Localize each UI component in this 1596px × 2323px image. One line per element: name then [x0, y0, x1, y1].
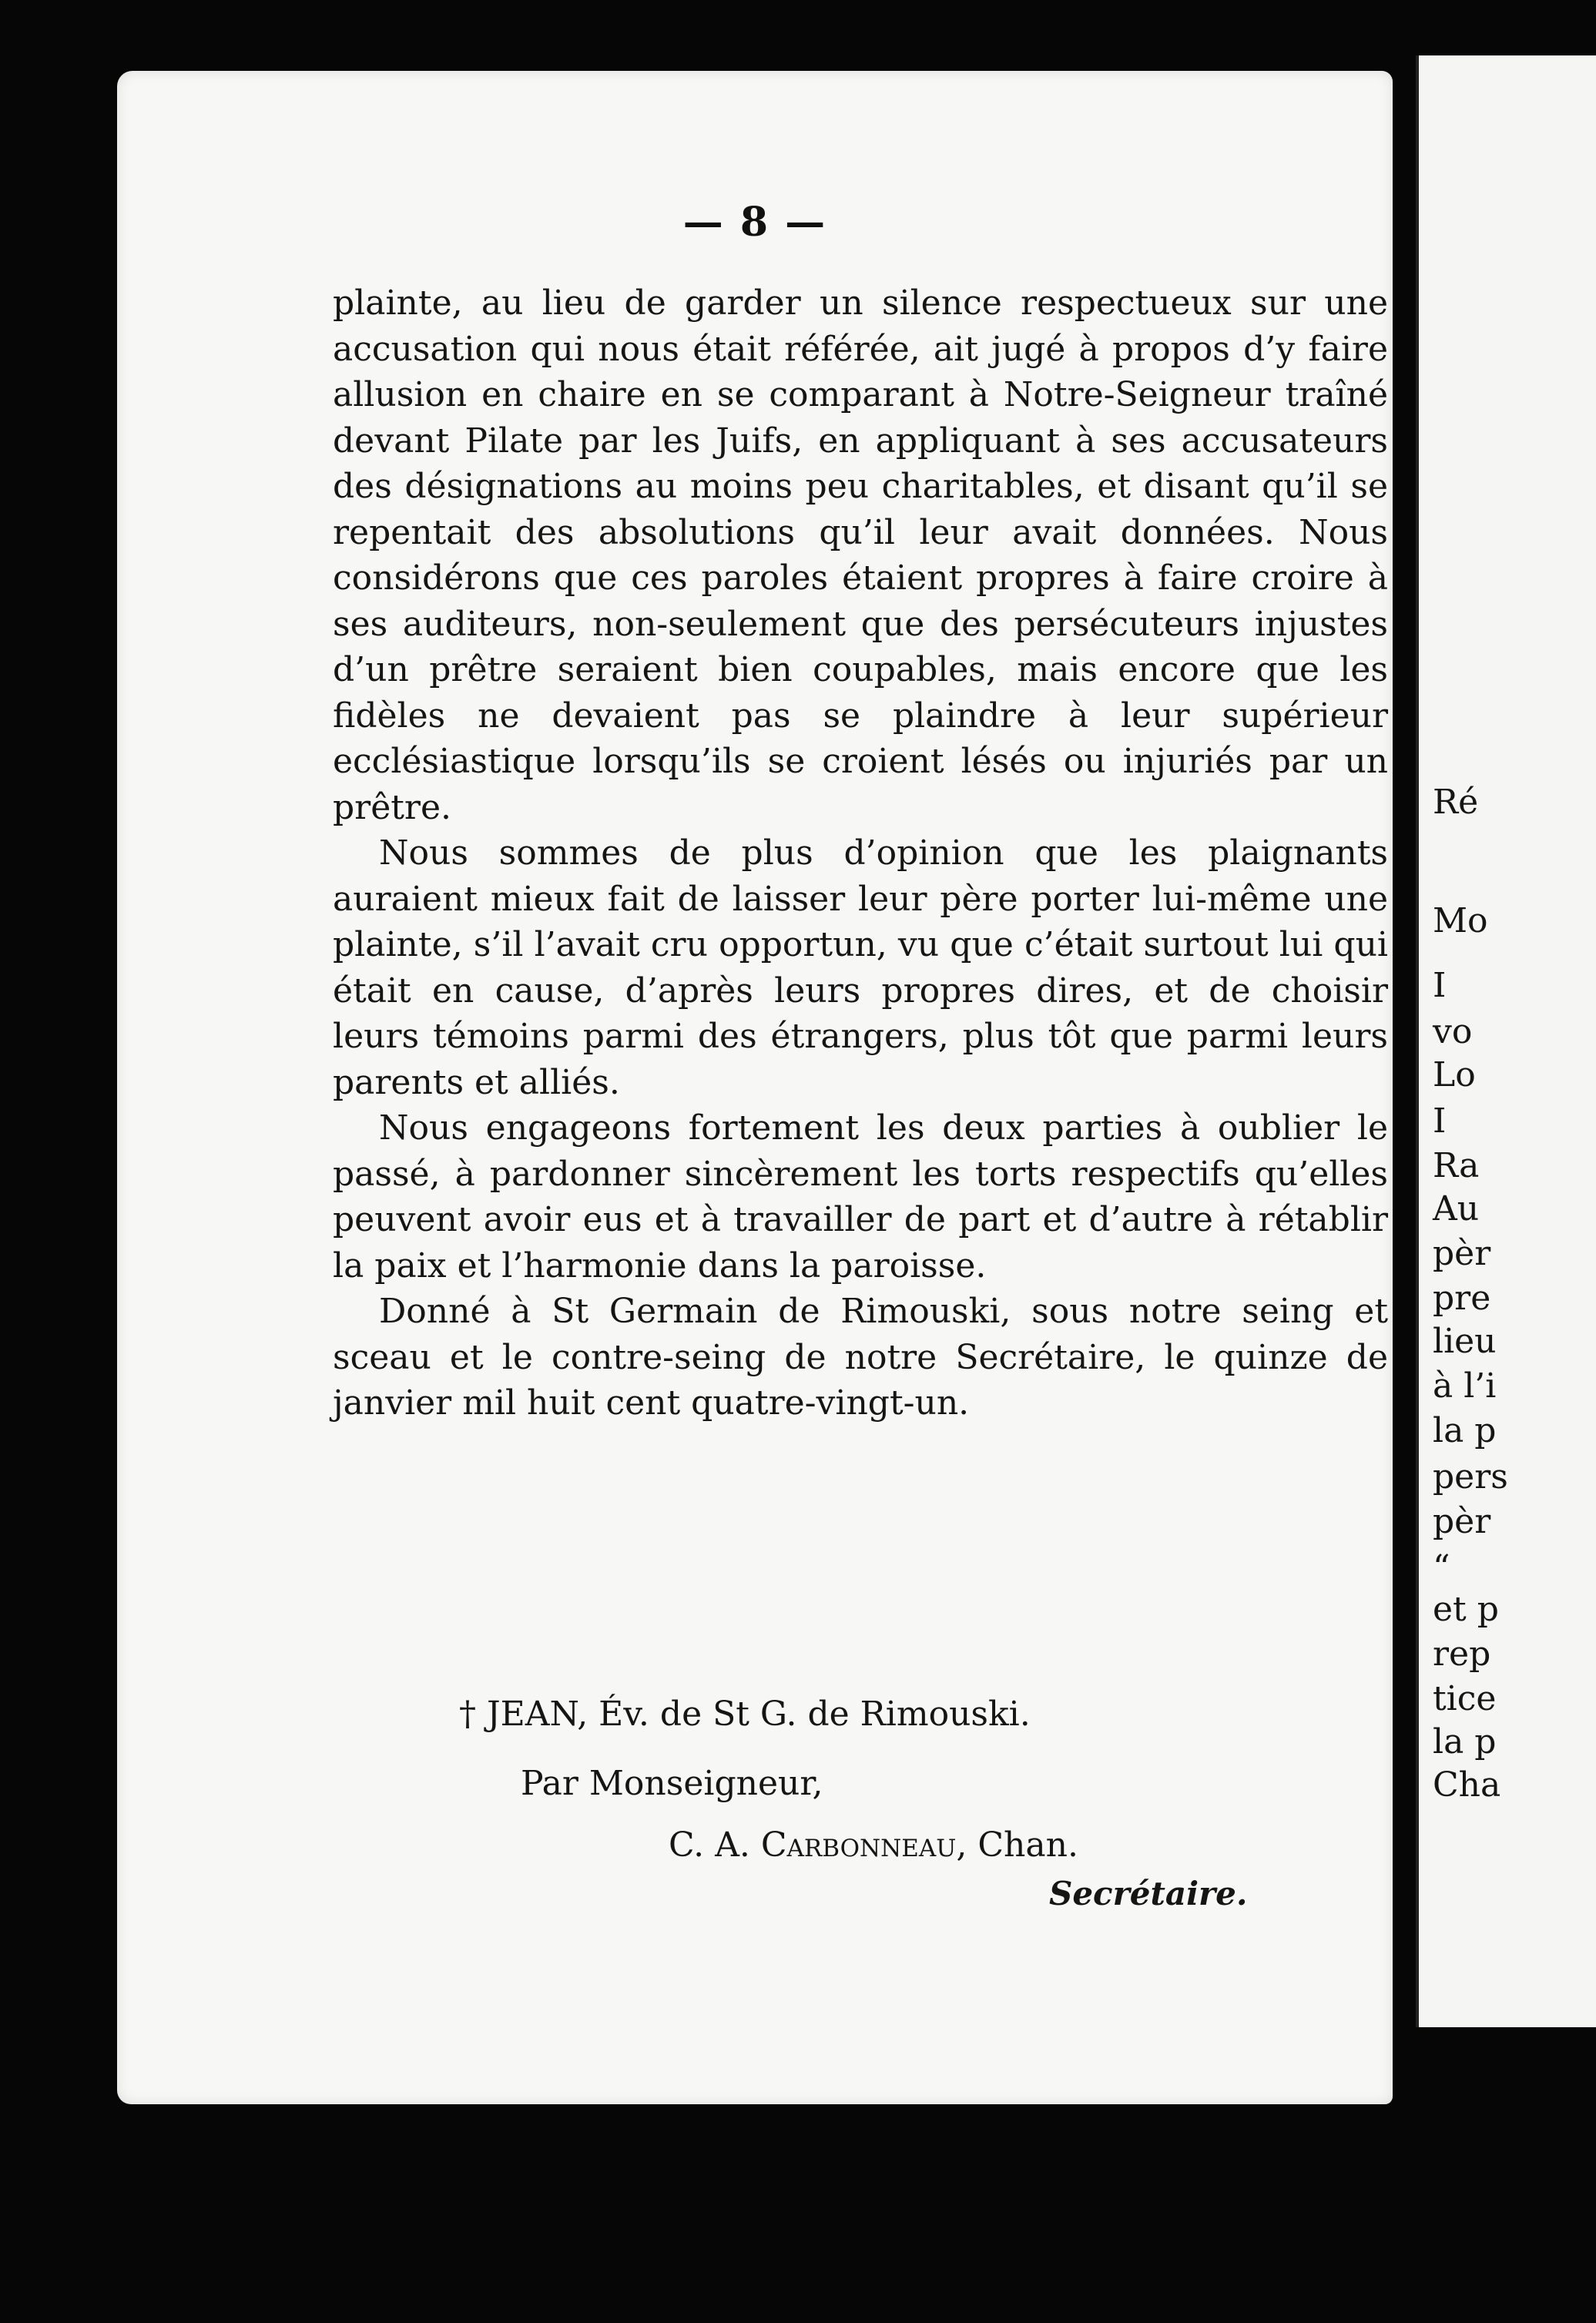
facing-page-fragment: vo	[1433, 1012, 1473, 1051]
facing-page-fragment: et p	[1433, 1590, 1499, 1629]
page-number: — 8 —	[682, 199, 827, 246]
facing-page-fragment: Ra	[1433, 1146, 1480, 1185]
paragraph-3: Nous engageons fortement les deux parties à oublier le passé, à pardonner sincèrement les torts respectifs qu’elles peuvent avoir eus et à travailler de part et d’autre à rétablir la paix et l’harmonie dans la paroisse.	[333, 1108, 1388, 1286]
facing-page-fragment: I	[1433, 966, 1447, 1005]
facing-page-fragment: Mo	[1433, 901, 1488, 940]
facing-page-fragment: pèr	[1433, 1234, 1491, 1273]
facing-page-fragment: I	[1433, 1101, 1447, 1141]
facing-page-fragment: rep	[1433, 1634, 1491, 1674]
document-page	[117, 71, 1393, 2104]
paragraph-4: Donné à St Germain de Rimouski, sous notre seing et sceau et le contre-seing de notre Secrétaire, le quinze de janvier mil huit cent quatre-vingt-un.	[333, 1292, 1388, 1423]
facing-page-fragment: la p	[1433, 1722, 1497, 1762]
facing-page-fragment: Au	[1433, 1189, 1480, 1229]
secretary-surname: Carbonneau	[760, 1825, 957, 1865]
facing-page-fragment: “	[1433, 1548, 1450, 1587]
paragraph-1: plainte, au lieu de garder un silence respectueux sur une accusation qui nous était référée, ait jugé à propos d’y faire allusion en chaire en se comparant à Notre-Seigneur traîné devant Pilate par les Juifs, en appliquant à ses accusateurs des désignations au moins peu charitables, et disant qu’il se repentait des absolutions qu’il leur avait données. Nous considérons que ces paroles étaient propres à faire croire à ses auditeurs, non-seulement que des persécuteurs injustes d’un prêtre seraient bien coupables, mais encore que les fidèles ne devaient pas se plaindre à leur supérieur ecclésiastique lorsqu’ils se croient lésés ou injuriés par un prêtre.	[333, 283, 1388, 827]
facing-page-fragment: tice	[1433, 1679, 1497, 1718]
facing-page-fragment: Cha	[1433, 1765, 1501, 1805]
body-text	[333, 280, 1388, 1426]
secretary-signature	[669, 1825, 1078, 1865]
secretary-suffix: , Chan.	[956, 1825, 1078, 1865]
facing-page-fragment: pre	[1433, 1279, 1491, 1318]
paragraph-2: Nous sommes de plus d’opinion que les plaignants auraient mieux fait de laisser leur père porter lui-même une plainte, s’il l’avait cru opportun, vu que c’était surtout lui qui était en cause, d’après leurs propres dires, et de choisir leurs témoins parmi des étrangers, plus tôt que parmi leurs parents et alliés.	[333, 833, 1388, 1102]
facing-page-fragment: pèr	[1433, 1502, 1491, 1541]
facing-page-fragment: à l’i	[1433, 1366, 1497, 1406]
facing-page-fragment: pers	[1433, 1457, 1508, 1497]
par-monseigneur: Par Monseigneur,	[521, 1764, 823, 1803]
facing-page-fragment: Lo	[1433, 1055, 1476, 1094]
bishop-signature: † JEAN, Év. de St G. de Rimouski.	[459, 1694, 1031, 1734]
facing-page-fragment: lieu	[1433, 1322, 1497, 1361]
secretary-title: Secrétaire.	[1049, 1875, 1248, 1912]
facing-page-fragment: Ré	[1433, 783, 1479, 822]
facing-page-fragment: la p	[1433, 1411, 1497, 1450]
secretary-initials: C. A.	[669, 1825, 750, 1865]
